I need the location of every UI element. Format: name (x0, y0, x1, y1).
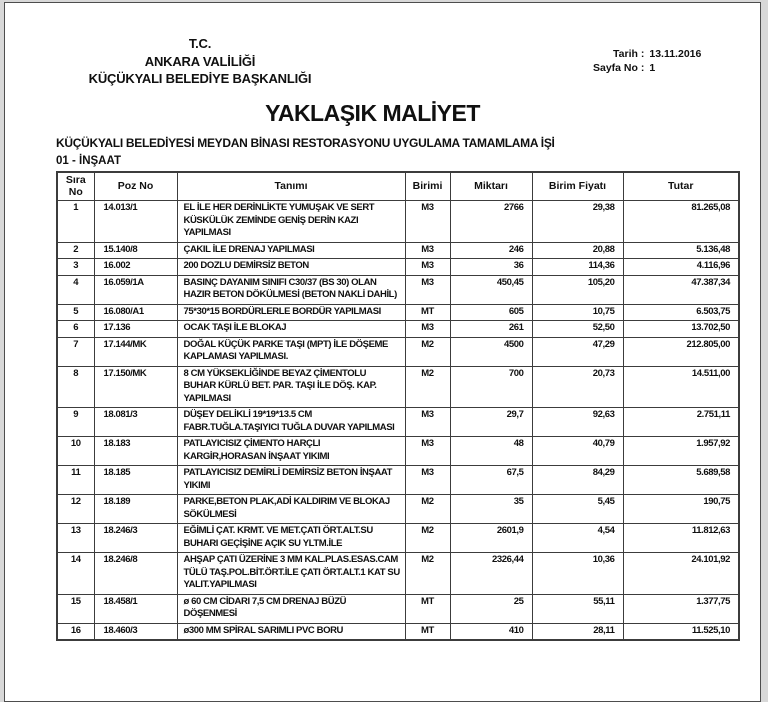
table-row (57, 437, 739, 466)
cell-miktar: 36 (450, 259, 532, 276)
cell-sira-no: 7 (57, 337, 94, 366)
cell-birim-fiyat: 29,38 (532, 201, 623, 243)
cell-miktar: 450,45 (450, 275, 532, 304)
cell-tutar: 1.957,92 (623, 437, 739, 466)
cell-sira-no: 9 (57, 408, 94, 437)
cell-birim: M3 (405, 201, 450, 243)
cell-birim-fiyat: 20,73 (532, 366, 623, 408)
cell-birim-fiyat: 10,75 (532, 304, 623, 321)
cell-sira-no: 10 (57, 437, 94, 466)
date-value: 13.11.2016 (649, 48, 702, 60)
cell-tanim: PARKE,BETON PLAK,ADİ KALDIRIM VE BLOKAJ SÖKÜLMESİ (177, 495, 405, 524)
col-header-miktari: Miktarı (450, 172, 532, 201)
cell-tutar: 6.503,75 (623, 304, 739, 321)
cell-birim: M3 (405, 466, 450, 495)
page-no-value: 1 (649, 61, 656, 74)
cell-tutar: 5.689,58 (623, 466, 739, 495)
cell-tutar: 11.812,63 (623, 524, 739, 553)
cell-miktar: 700 (450, 366, 532, 408)
col-header-tanimi: Tanımı (177, 172, 405, 201)
cell-tutar: 11.525,10 (623, 623, 739, 640)
cell-sira-no: 3 (57, 259, 94, 276)
letterhead (5, 35, 395, 88)
table-row (57, 321, 739, 338)
col-header-birim-fiyati: Birim Fiyatı (532, 172, 623, 201)
cell-miktar: 2326,44 (450, 553, 532, 595)
cell-tutar: 5.136,48 (623, 242, 739, 259)
cell-birim: M3 (405, 408, 450, 437)
cell-birim: M3 (405, 242, 450, 259)
cell-tanim: EĞİMLİ ÇAT. KRMT. VE MET.ÇATI ÖRT.ALT.SU BUHARI GEÇİŞİNE AÇIK SU YLTM.İLE (177, 524, 405, 553)
table-row (57, 623, 739, 640)
cell-birim-fiyat: 105,20 (532, 275, 623, 304)
cell-tutar: 13.702,50 (623, 321, 739, 338)
table-row (57, 495, 739, 524)
cell-birim: M3 (405, 321, 450, 338)
cell-sira-no: 12 (57, 495, 94, 524)
cell-birim: M2 (405, 553, 450, 595)
cell-birim: MT (405, 623, 450, 640)
cell-tanim: ø 60 CM CİDARI 7,5 CM DRENAJ BÜZÜ DÖŞENMESİ (177, 594, 405, 623)
date-page-block (593, 48, 701, 75)
cell-sira-no: 16 (57, 623, 94, 640)
cell-miktar: 29,7 (450, 408, 532, 437)
table-row (57, 275, 739, 304)
cell-birim-fiyat: 92,63 (532, 408, 623, 437)
table-row (57, 466, 739, 495)
cell-birim-fiyat: 20,88 (532, 242, 623, 259)
col-header-tutar: Tutar (623, 172, 739, 201)
cell-tanim: PATLAYICISIZ ÇİMENTO HARÇLI KARGİR,HORASAN İNŞAAT YIKIMI (177, 437, 405, 466)
date-label: Tarih : (613, 48, 645, 60)
table-row (57, 524, 739, 553)
cell-tanim: EL İLE HER DERİNLİKTE YUMUŞAK VE SERT KÜSKÜLÜK ZEMİNDE GENİŞ DERİN KAZI YAPILMASI (177, 201, 405, 243)
cell-miktar: 25 (450, 594, 532, 623)
cell-tanim: DÜŞEY DELİKLİ 19*19*13.5 CM FABR.TUĞLA.TAŞIYICI TUĞLA DUVAR YAPILMASI (177, 408, 405, 437)
cell-tanim: 75*30*15 BORDÜRLERLE BORDÜR YAPILMASI (177, 304, 405, 321)
org-line-municipality: KÜÇÜKYALI BELEDİYE BAŞKANLIĞI (88, 71, 312, 86)
cell-poz-no: 16.059/1A (94, 275, 177, 304)
cell-poz-no: 16.080/A1 (94, 304, 177, 321)
cell-miktar: 410 (450, 623, 532, 640)
cell-birim-fiyat: 28,11 (532, 623, 623, 640)
cell-birim-fiyat: 10,36 (532, 553, 623, 595)
cost-table (56, 171, 740, 641)
cell-poz-no: 17.150/MK (94, 366, 177, 408)
cell-tutar: 2.751,11 (623, 408, 739, 437)
cell-tanim: ø300 MM SPİRAL SARIMLI PVC BORU (177, 623, 405, 640)
cell-birim: M2 (405, 495, 450, 524)
cell-sira-no: 11 (57, 466, 94, 495)
cell-tanim: AHŞAP ÇATI ÜZERİNE 3 MM KAL.PLAS.ESAS.CAM TÜLÜ TAŞ.POL.BİT.ÖRT.İLE ÇATI ÖRT.ALT.1 KAT SU YALIT.YAPILMASI (177, 553, 405, 595)
table-row (57, 304, 739, 321)
table-header-row (57, 172, 739, 201)
cell-poz-no: 18.246/8 (94, 553, 177, 595)
cell-birim: M3 (405, 437, 450, 466)
table-row (57, 366, 739, 408)
cell-birim-fiyat: 4,54 (532, 524, 623, 553)
cell-birim: M2 (405, 524, 450, 553)
page-no-label: Sayfa No : (593, 61, 645, 74)
cell-poz-no: 18.185 (94, 466, 177, 495)
cell-birim-fiyat: 52,50 (532, 321, 623, 338)
cell-miktar: 605 (450, 304, 532, 321)
col-header-birimi: Birimi (405, 172, 450, 201)
cell-birim: MT (405, 304, 450, 321)
cell-tanim: 8 CM YÜKSEKLİĞİNDE BEYAZ ÇİMENTOLU BUHAR KÜRLÜ BET. PAR. TAŞI İLE DÖŞ. KAP. YAPILMASI (177, 366, 405, 408)
cell-birim: M3 (405, 275, 450, 304)
cell-miktar: 48 (450, 437, 532, 466)
cell-tanim: ÇAKIL İLE DRENAJ YAPILMASI (177, 242, 405, 259)
cell-sira-no: 2 (57, 242, 94, 259)
cell-tutar: 14.511,00 (623, 366, 739, 408)
cell-tanim: DOĞAL KÜÇÜK PARKE TAŞI (MPT) İLE DÖŞEME KAPLAMASI YAPILMASI. (177, 337, 405, 366)
cell-tutar: 212.805,00 (623, 337, 739, 366)
cell-poz-no: 14.013/1 (94, 201, 177, 243)
cell-sira-no: 13 (57, 524, 94, 553)
cell-poz-no: 18.458/1 (94, 594, 177, 623)
cell-tutar: 24.101,92 (623, 553, 739, 595)
cell-tanim: PATLAYICISIZ DEMİRLİ DEMİRSİZ BETON İNŞAAT YIKIMI (177, 466, 405, 495)
cell-sira-no: 6 (57, 321, 94, 338)
cell-miktar: 35 (450, 495, 532, 524)
document-page (4, 2, 761, 702)
cell-tanim: 200 DOZLU DEMİRSİZ BETON (177, 259, 405, 276)
page-title: YAKLAŞIK MALİYET (265, 100, 480, 126)
section-heading: 01 - İNŞAAT (56, 155, 121, 167)
cell-poz-no: 18.189 (94, 495, 177, 524)
cell-birim-fiyat: 5,45 (532, 495, 623, 524)
cell-sira-no: 4 (57, 275, 94, 304)
cell-birim-fiyat: 47,29 (532, 337, 623, 366)
cell-tutar: 4.116,96 (623, 259, 739, 276)
cell-sira-no: 5 (57, 304, 94, 321)
cell-tutar: 1.377,75 (623, 594, 739, 623)
cell-miktar: 2766 (450, 201, 532, 243)
cell-tutar: 47.387,34 (623, 275, 739, 304)
cell-sira-no: 8 (57, 366, 94, 408)
cell-tutar: 81.265,08 (623, 201, 739, 243)
cell-poz-no: 18.183 (94, 437, 177, 466)
cell-poz-no: 18.460/3 (94, 623, 177, 640)
cell-sira-no: 15 (57, 594, 94, 623)
cell-tanim: BASINÇ DAYANIM SINIFI C30/37 (BS 30) OLAN HAZIR BETON DÖKÜLMESİ (BETON NAKLİ DAHİL) (177, 275, 405, 304)
cell-miktar: 261 (450, 321, 532, 338)
table-row (57, 201, 739, 243)
cell-birim-fiyat: 114,36 (532, 259, 623, 276)
cell-tutar: 190,75 (623, 495, 739, 524)
col-header-sira-no: Sıra No (57, 172, 94, 201)
cell-tanim: OCAK TAŞI İLE BLOKAJ (177, 321, 405, 338)
cell-birim: M2 (405, 337, 450, 366)
cell-sira-no: 1 (57, 201, 94, 243)
org-line-province: ANKARA VALİLİĞİ (144, 53, 256, 69)
table-row (57, 594, 739, 623)
cell-birim: M3 (405, 259, 450, 276)
cell-miktar: 67,5 (450, 466, 532, 495)
cell-poz-no: 17.144/MK (94, 337, 177, 366)
cell-birim-fiyat: 55,11 (532, 594, 623, 623)
cell-birim: M2 (405, 366, 450, 408)
cell-birim-fiyat: 84,29 (532, 466, 623, 495)
table-row (57, 408, 739, 437)
cell-miktar: 2601,9 (450, 524, 532, 553)
cell-poz-no: 18.246/3 (94, 524, 177, 553)
cell-poz-no: 16.002 (94, 259, 177, 276)
cell-birim: MT (405, 594, 450, 623)
project-subtitle: KÜÇÜKYALI BELEDİYESİ MEYDAN BİNASI RESTORASYONU UYGULAMA TAMAMLAMA İŞİ (56, 136, 555, 150)
cell-miktar: 246 (450, 242, 532, 259)
table-row (57, 259, 739, 276)
cell-poz-no: 15.140/8 (94, 242, 177, 259)
cell-birim-fiyat: 40,79 (532, 437, 623, 466)
cell-miktar: 4500 (450, 337, 532, 366)
cell-poz-no: 17.136 (94, 321, 177, 338)
org-line-tc: T.C. (188, 36, 212, 51)
cell-poz-no: 18.081/3 (94, 408, 177, 437)
table-row (57, 337, 739, 366)
col-header-poz-no: Poz No (94, 172, 177, 201)
cell-sira-no: 14 (57, 553, 94, 595)
table-row (57, 242, 739, 259)
table-row (57, 553, 739, 595)
